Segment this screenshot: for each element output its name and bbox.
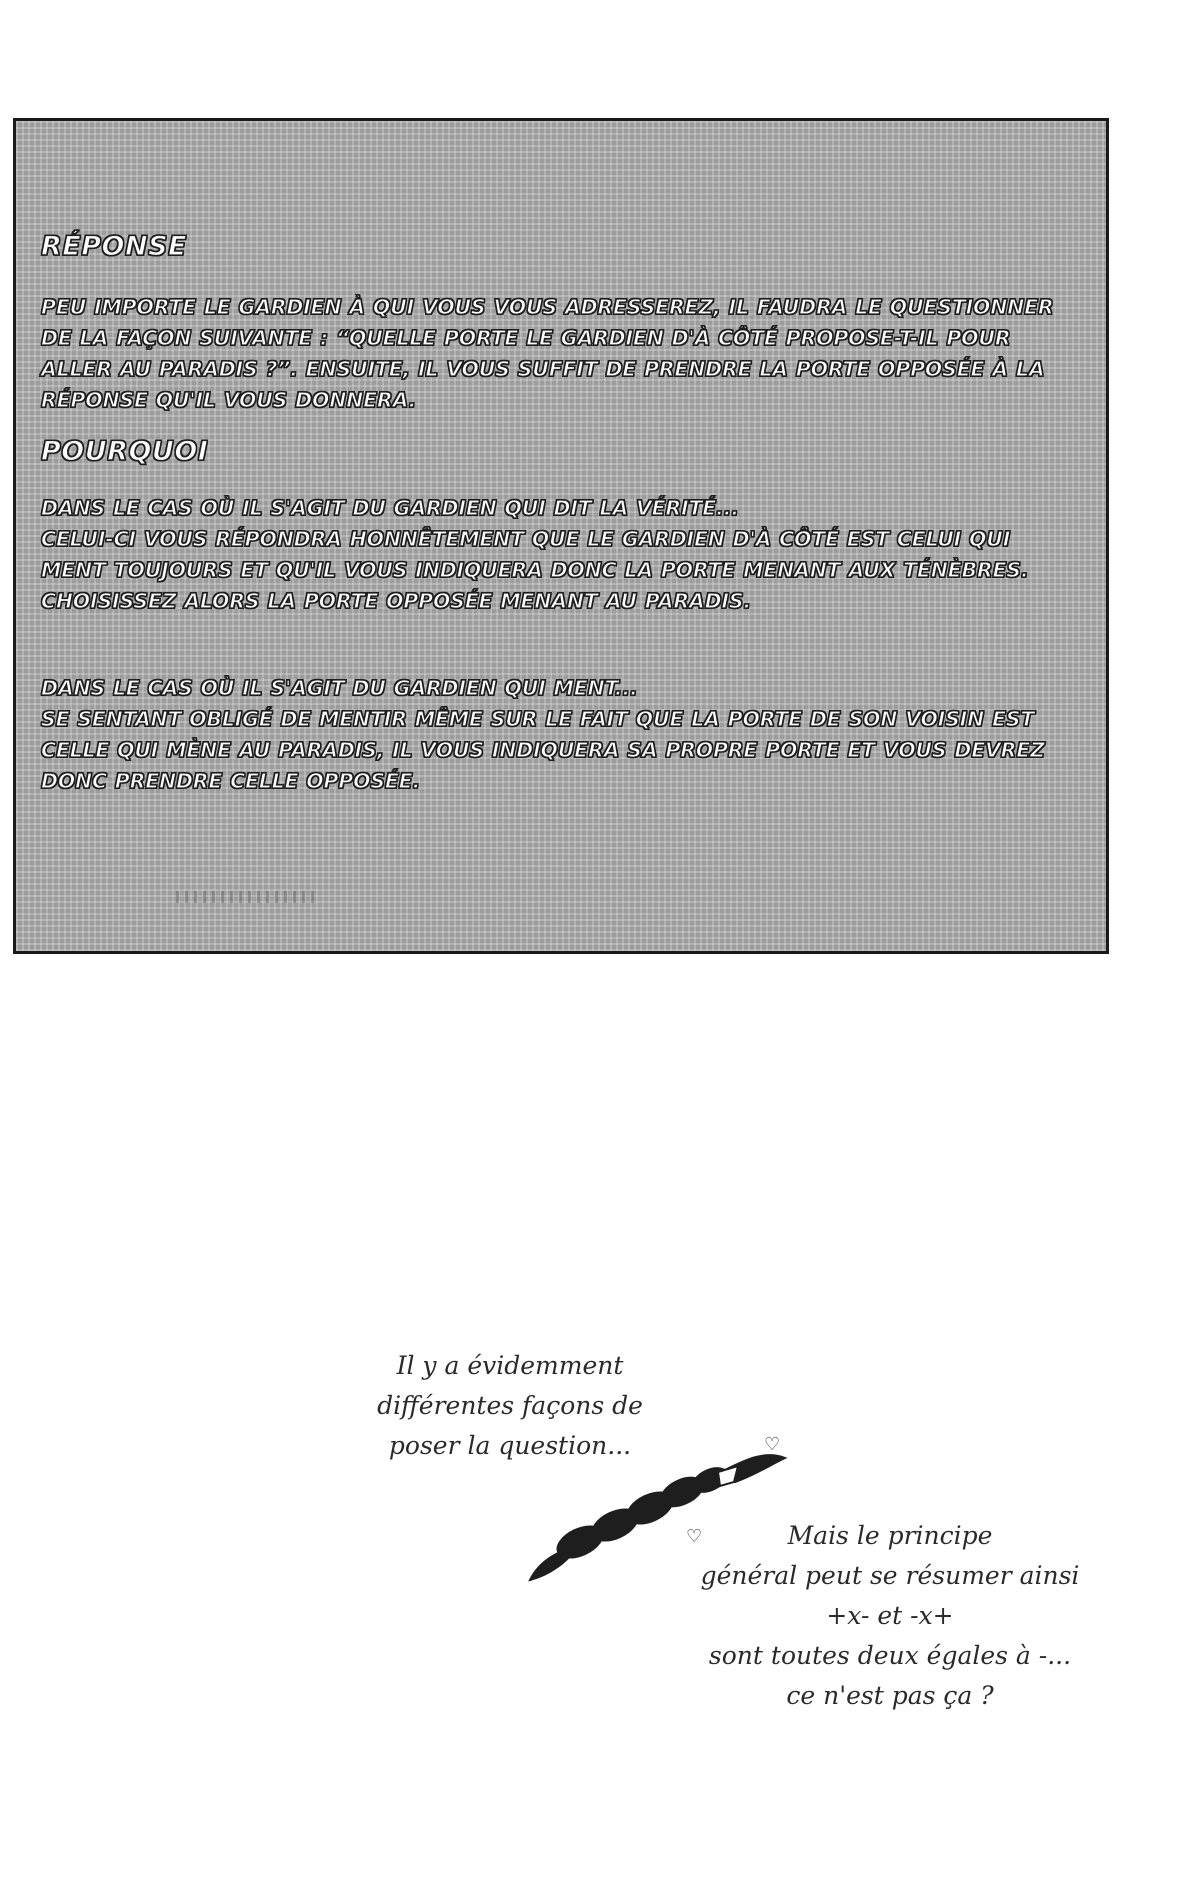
note1-line2: différentes façons de	[377, 1391, 643, 1420]
handwritten-note-2	[680, 1516, 1100, 1716]
note1-line3: poser la question...	[388, 1431, 632, 1460]
case-truth-block	[41, 493, 1081, 617]
note2-line1: Mais le principe	[787, 1521, 993, 1550]
note2-line5: ce n'est pas ça ?	[786, 1681, 994, 1710]
case-liar-text: SE SENTANT OBLIGÉ DE MENTIR MÊME SUR LE FAIT QUE LA PORTE DE SON VOISIN EST CELLE QUI MÈNE AU PARADIS, IL VOUS INDIQUERA SA PROPRE PORTE ET VOUS DEVREZ DONC PRENDRE CELLE OPPOSÉE.	[41, 707, 1045, 793]
note2-line3: +x- et -x+	[826, 1601, 954, 1630]
reponse-paragraph: PEU IMPORTE LE GARDIEN À QUI VOUS VOUS ADRESSEREZ, IL FAUDRA LE QUESTIONNER DE LA FAÇON SUIVANTE : “QUELLE PORTE LE GARDIEN D'À CÔTÉ PROPOSE-T-IL POUR ALLER AU PARADIS ?”. ENSUITE, IL VOUS SUFFIT DE PRENDRE LA PORTE OPPOSÉE À LA RÉPONSE QU'IL VOUS DONNERA.	[41, 295, 1054, 412]
heart-icon: ♡	[686, 1526, 703, 1547]
faint-marks	[176, 891, 316, 903]
case-liar-block	[41, 673, 1081, 797]
note1-line1: Il y a évidemment	[396, 1351, 624, 1380]
answer-panel-content	[41, 231, 1081, 797]
case-liar-intro: DANS LE CAS OÙ IL S'AGIT DU GARDIEN QUI MENT...	[41, 676, 638, 700]
note2-line4: sont toutes deux égales à -...	[708, 1641, 1072, 1670]
answer-panel	[13, 118, 1109, 954]
heading-pourquoi: POURQUOI	[41, 436, 209, 467]
heart-icon: ♡	[764, 1434, 781, 1455]
case-truth-intro: DANS LE CAS OÙ IL S'AGIT DU GARDIEN QUI DIT LA VÉRITÉ...	[41, 496, 739, 520]
heading-reponse: RÉPONSE	[41, 231, 187, 262]
case-truth-text: CELUI-CI VOUS RÉPONDRA HONNÊTEMENT QUE LE GARDIEN D'À CÔTÉ EST CELUI QUI MENT TOUJOURS ET QU'IL VOUS INDIQUERA DONC LA PORTE MENANT AUX TÉNÈBRES. CHOISISSEZ ALORS LA PORTE OPPOSÉE MENANT AU PARADIS.	[41, 527, 1029, 613]
note2-line2: général peut se résumer ainsi	[700, 1561, 1080, 1590]
